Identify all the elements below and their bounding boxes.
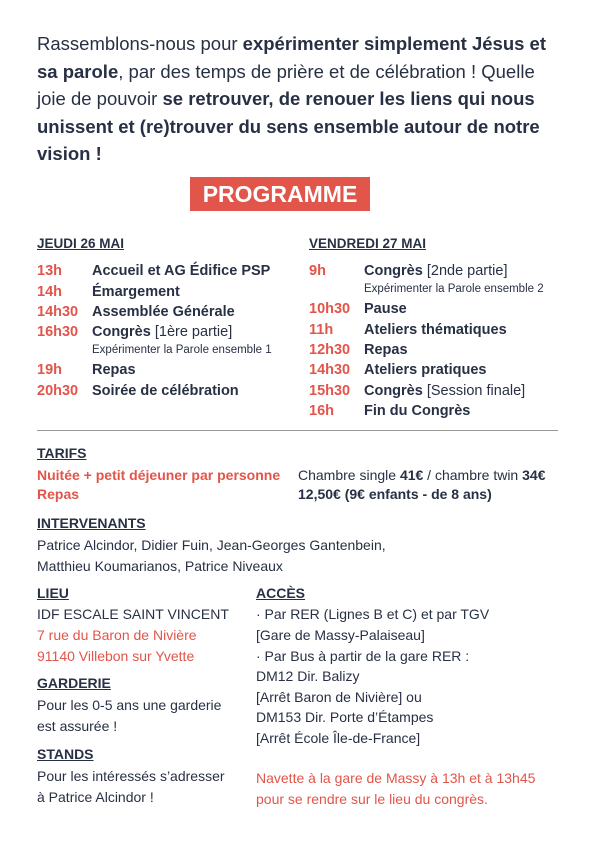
acces-heading: ACCÈS [256,585,306,601]
schedule-item [309,263,507,279]
vendredi-heading: VENDREDI 27 MAI [309,236,427,251]
schedule-label: Ateliers pratiques [364,362,487,378]
schedule-extra: [Session finale] [422,383,526,399]
acces-line: [Arrêt Baron de Nivière] ou [256,689,422,705]
lieu-address-1: 7 rue du Baron de Nivière [37,627,197,643]
intro-paragraph [37,30,567,168]
schedule-label: Congrès [364,383,423,399]
intervenants-line-2: Matthieu Koumarianos, Patrice Niveaux [37,558,283,574]
section-divider [37,430,558,431]
repas-enfants: (9€ enfants - de 8 ans) [340,486,492,502]
intro-bold-2: se retrouver, de renouer les liens qui nous unissent et (re)trouver du sens ensemble autour de notre vision ! [37,88,540,164]
schedule-item [309,322,507,338]
schedule-time: 20h30 [37,383,79,399]
schedule-item [309,342,408,358]
acces-line: DM153 Dir. Porte d’Étampes [256,709,434,725]
garderie-line-1: Pour les 0-5 ans une garderie [37,697,222,713]
schedule-item [309,383,525,399]
schedule-time: 10h30 [309,301,351,317]
intro-text-1: Rassemblons-nous pour [37,33,243,54]
schedule-item [37,304,235,320]
schedule-time: 15h30 [309,383,351,399]
tarif-nuitee-label: Nuitée + petit déjeuner par personne [37,467,281,483]
stands-line-2: à Patrice Alcindor ! [37,789,154,805]
schedule-time: 11h [309,322,334,338]
schedule-extra: [2nde partie] [422,263,508,279]
schedule-time: 13h [37,263,62,279]
single-text: Chambre single [298,467,400,483]
intro-text-2: , par des temps de prière et de célébration ! Quelle joie de pouvoir [37,60,535,109]
repas-price: 12,50€ [298,486,341,502]
schedule-label: Repas [92,362,136,378]
schedule-label: Fin du Congrès [364,403,471,419]
acces-line: · Par RER (Lignes B et C) et par TGV [256,606,490,622]
stands-line-1: Pour les intéressés s’adresser [37,768,225,784]
navette-line-2: pour se rendre sur le lieu du congrès. [256,791,488,807]
twin-text: / chambre twin [423,467,523,483]
single-price: 41€ [399,467,424,483]
lieu-heading: LIEU [37,585,69,601]
schedule-item [37,362,136,378]
programme-heading: PROGRAMME [190,177,370,211]
garderie-line-2: est assurée ! [37,718,118,734]
navette-line-1: Navette à la gare de Massy à 13h et à 13h45 [256,770,536,786]
schedule-subtitle: Expérimenter la Parole ensemble 2 [364,283,544,295]
schedule-time: 14h30 [37,304,79,320]
schedule-time: 16h [309,403,334,419]
schedule-item [309,362,487,378]
tarif-repas-price [298,484,492,505]
schedule-time: 19h [37,362,62,378]
schedule-time: 16h30 [37,324,79,340]
schedule-subtitle: Expérimenter la Parole ensemble 1 [92,344,272,356]
schedule-item [37,284,180,300]
intro-bold-1: expérimenter simplement Jésus et sa parole [37,33,546,82]
stands-heading: STANDS [37,746,94,762]
schedule-label: Ateliers thématiques [364,322,507,338]
lieu-name: IDF ESCALE SAINT VINCENT [37,606,229,622]
schedule-label: Accueil et AG Édifice PSP [92,263,271,279]
schedule-label: Repas [364,342,408,358]
intervenants-line-1: Patrice Alcindor, Didier Fuin, Jean-Georges Gantenbein, [37,537,386,553]
schedule-time: 12h30 [309,342,351,358]
acces-line: DM12 Dir. Balizy [256,668,360,684]
acces-line: [Arrêt École Île-de-France] [256,730,421,746]
acces-line: · Par Bus à partir de la gare RER : [256,648,470,664]
schedule-label: Émargement [92,284,180,300]
twin-price: 34€ [522,467,546,483]
schedule-time: 14h30 [309,362,351,378]
schedule-extra: [1ère partie] [150,324,233,340]
acces-line: [Gare de Massy-Palaiseau] [256,627,425,643]
schedule-label: Pause [364,301,407,317]
schedule-time: 14h [37,284,62,300]
jeudi-heading: JEUDI 26 MAI [37,236,125,251]
lieu-address-2: 91140 Villebon sur Yvette [37,648,195,664]
schedule-item [37,383,239,399]
schedule-label: Congrès [92,324,151,340]
schedule-label: Congrès [364,263,423,279]
schedule-item [309,301,407,317]
tarif-repas-label: Repas [37,486,80,502]
schedule-item [37,263,270,279]
tarif-chambre-prices [298,465,545,486]
schedule-time: 9h [309,263,326,279]
tarifs-heading: TARIFS [37,445,87,461]
schedule-label: Soirée de célébration [92,383,239,399]
schedule-label: Assemblée Générale [92,304,235,320]
schedule-item [37,324,232,340]
garderie-heading: GARDERIE [37,675,111,691]
schedule-item [309,403,470,419]
intervenants-heading: INTERVENANTS [37,515,146,531]
